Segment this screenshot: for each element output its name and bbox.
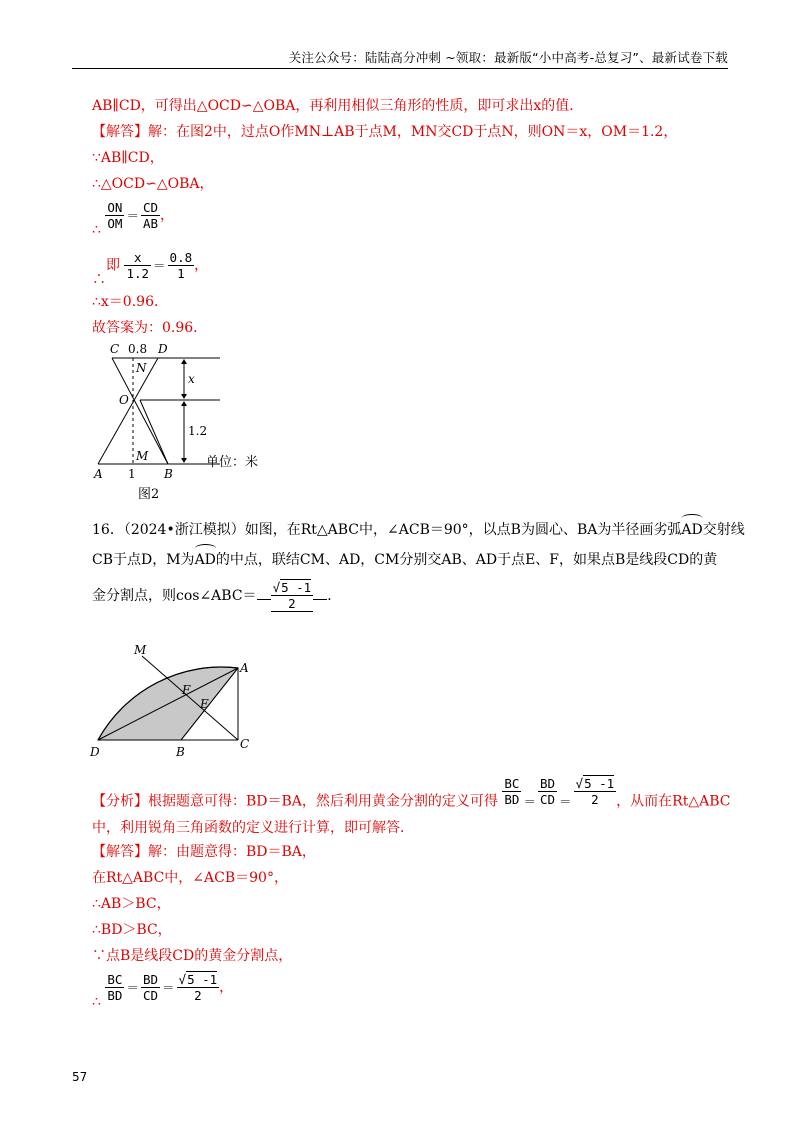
- fig2-label-x: x: [188, 372, 195, 386]
- q16-step-1: 在Rt△ABC中，∠ACB＝90°，: [92, 870, 288, 886]
- fig16-label-b: B: [176, 745, 185, 759]
- q16-line-3: 金分割点，则cos∠ABC＝ $\frac{√5 -1}{2}$ ．: [92, 580, 342, 611]
- fraction-cd-ab: $\frac{CD}{AB}$: [142, 200, 159, 231]
- answer-line-1: [92, 122, 677, 142]
- analysis-tail: AB∥CD，可得出△OCD∽△OBA，再利用相似三角形的性质，即可求出x的值．: [92, 98, 584, 114]
- answer-text: 解：在图2中，过点O作MN⊥AB于点M，MN交CD于点N，则ON＝x，OM＝1.2，: [148, 124, 678, 140]
- q16-step-3: ∴BD＞BC，: [92, 922, 172, 938]
- fig16-label-e: E: [200, 697, 209, 711]
- page-number: 57: [72, 1070, 88, 1084]
- q16-source: （2024•浙江模拟）: [123, 522, 245, 538]
- q16-line-2: CB于点D，M为 AD的中点，联结CM、AD，CM分别交AB、AD于点E、F，如果点B是线段CD的黄: [92, 550, 717, 570]
- q16-answer-fraction: $\frac{√5 -1}{2}$: [272, 580, 312, 611]
- page-header: [72, 44, 728, 69]
- fig2-label-a: A: [94, 467, 103, 481]
- q16-answer-line: 【解答】解：由题意得：BD＝BA，: [92, 844, 316, 860]
- fig2-unit: 单位：米: [206, 455, 259, 470]
- fig16-label-f: F: [182, 683, 191, 697]
- q16-arc-ad: AD: [681, 520, 702, 540]
- fraction-on-om: $\frac{ON}{OM}$: [107, 200, 123, 231]
- fraction-0-8-1: $\frac{0.8}{1}$: [169, 250, 193, 281]
- fig16-label-m: M: [134, 643, 147, 657]
- q16-analysis-line: 【分析】根据题意可得：BD＝BA，然后利用黄金分割的定义可得 $\frac{BC}{BD}$ ＝ $\frac{BD}{CD}$ ＝ $\frac{√5 -1}{2}$ ，从而在Rt△ABC: [92, 776, 731, 810]
- x-value-line: ∴x＝0.96．: [92, 294, 168, 310]
- fig2-caption: 图2: [138, 487, 160, 502]
- q16-step-4: ∵点B是线段CD的黄金分割点，: [92, 948, 293, 964]
- fig2-label-c: C: [110, 342, 120, 356]
- fig16-label-d: D: [90, 745, 100, 759]
- fraction-x-1-2: $\frac{x}{1.2}$: [126, 250, 150, 281]
- header-text: 关注公众号：陆陆高分冲刺 ~领取：最新版“小中高考-总复习”、最新试卷下载: [288, 50, 728, 65]
- fig2-label-o: O: [119, 393, 129, 407]
- answer-tag: 【解答】: [92, 124, 148, 140]
- q16-step-2: ∴AB＞BC，: [92, 896, 171, 912]
- fig2-label-one: 1: [128, 467, 136, 481]
- fig2-label-b: B: [164, 467, 173, 481]
- ji-label: 即: [106, 257, 120, 274]
- q16-step-5: ∴ $\frac{BC}{BD}$ ＝ $\frac{BD}{CD}$ ＝ $\frac{√5 -1}{2}$ ，: [92, 972, 234, 1010]
- q16-number: 16．: [92, 522, 124, 538]
- ratio-equation-1: ∴ $\frac{ON}{OM}$ ＝ $\frac{CD}{AB}$ ，: [92, 200, 175, 238]
- q16-line-1: 16．（2024•浙江模拟）如图，在Rt△ABC中，∠ACB＝90°，以点B为圆心、BA为半径画劣弧 AD交射线: [92, 520, 745, 540]
- fig2-label-m: M: [136, 449, 149, 463]
- because-line: ∵AB∥CD，: [92, 150, 164, 166]
- fig16-label-a: A: [240, 661, 249, 675]
- fig2-label-n: N: [136, 361, 147, 375]
- figure-16-diagram: [86, 640, 266, 770]
- fig2-label-d: D: [158, 342, 168, 356]
- q16-analysis-line-2: 中，利用锐角三角函数的定义进行计算，即可解答．: [92, 820, 414, 836]
- final-answer-line: 故答案为：0.96．: [92, 320, 208, 336]
- therefore-similar-line: ∴△OCD∽△OBA，: [92, 176, 214, 192]
- ratio-equation-2: ∴即 $\frac{x}{1.2}$ ＝ $\frac{0.8}{1}$ ，: [92, 250, 209, 288]
- q16-arc-ad-2: AD: [195, 550, 216, 570]
- figure-2-diagram: [88, 338, 288, 508]
- fig2-label-top-len: 0.8: [128, 342, 148, 356]
- fig16-label-c: C: [240, 737, 250, 751]
- therefore-symbol: ∴: [92, 221, 101, 238]
- fig2-label-height: 1.2: [188, 424, 208, 438]
